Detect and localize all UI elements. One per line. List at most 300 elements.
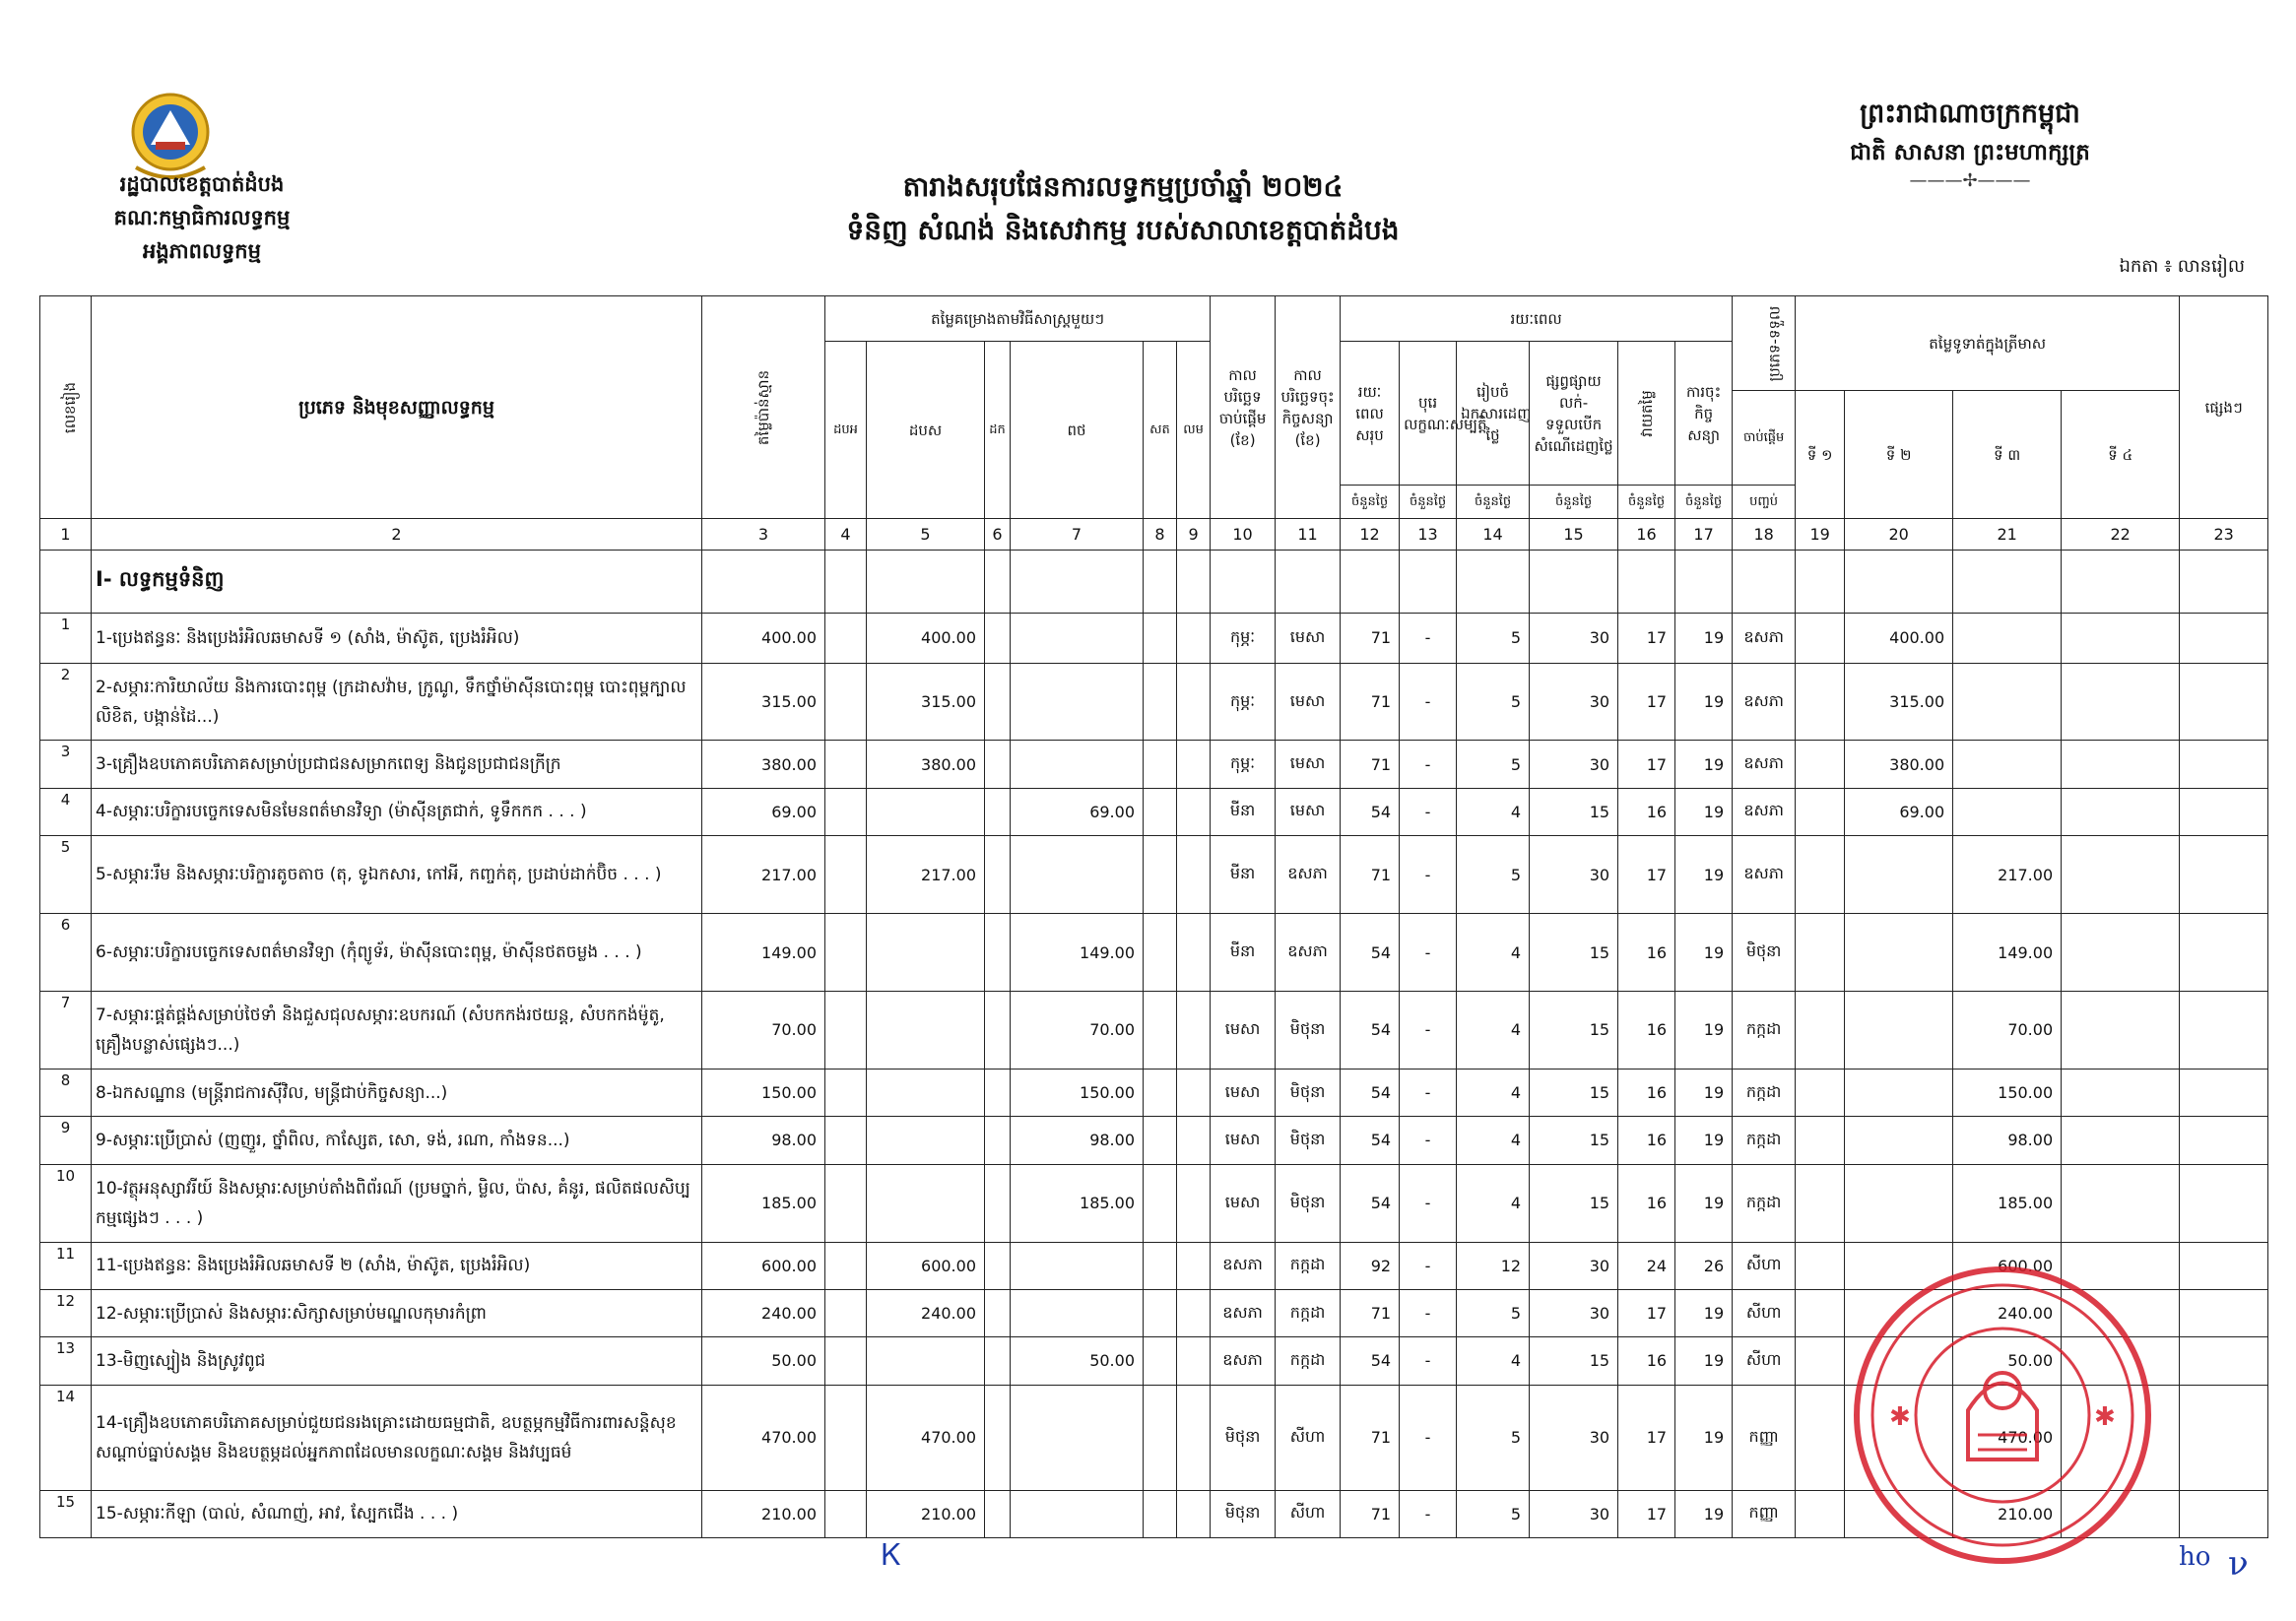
col-number: 16 bbox=[1618, 519, 1675, 551]
header-c5: ដបស bbox=[867, 342, 985, 519]
start-month: មិថុនា bbox=[1211, 1385, 1276, 1490]
advert-days: 15 bbox=[1530, 1164, 1618, 1242]
cell-c6 bbox=[985, 1490, 1011, 1538]
col-number: 5 bbox=[867, 519, 985, 551]
quarter-2: 400.00 bbox=[1845, 613, 1953, 663]
start-month: ឧសភា bbox=[1211, 1289, 1276, 1336]
receive-month: កក្កដា bbox=[1733, 1069, 1796, 1116]
prep-days: 4 bbox=[1457, 991, 1530, 1069]
cell-c4 bbox=[825, 1337, 867, 1385]
cell-c6 bbox=[985, 663, 1011, 741]
other-notes bbox=[2180, 788, 2268, 835]
table-row bbox=[40, 788, 2268, 835]
quarter-1 bbox=[1796, 1069, 1845, 1116]
quarter-2 bbox=[1845, 1164, 1953, 1242]
cell-c8 bbox=[1144, 914, 1177, 992]
start-month: មេសា bbox=[1211, 991, 1276, 1069]
other-notes bbox=[2180, 914, 2268, 992]
header-q4: ទី ៤ bbox=[2062, 391, 2180, 519]
quarter-2 bbox=[1845, 914, 1953, 992]
other-notes bbox=[2180, 1490, 2268, 1538]
quarter-3: 600.00 bbox=[1953, 1242, 2062, 1289]
eval-days: 16 bbox=[1618, 1117, 1675, 1164]
prep-days: 5 bbox=[1457, 741, 1530, 788]
advert-days: 30 bbox=[1530, 613, 1618, 663]
quarter-3: 470.00 bbox=[1953, 1385, 2062, 1490]
col-number: 23 bbox=[2180, 519, 2268, 551]
total-days: 54 bbox=[1341, 1117, 1400, 1164]
start-month: កុម្ភៈ bbox=[1211, 663, 1276, 741]
cell-c8 bbox=[1144, 741, 1177, 788]
eval-days: 16 bbox=[1618, 1069, 1675, 1116]
header-q1: ទី ១ bbox=[1796, 391, 1845, 519]
advert-days: 15 bbox=[1530, 991, 1618, 1069]
amount-c7: 50.00 bbox=[1011, 1337, 1144, 1385]
svg-text:✱: ✱ bbox=[2094, 1402, 2116, 1432]
header-q3: ទី ៣ bbox=[1953, 391, 2062, 519]
kingdom-title: ព្រះរាជាណាចក្រកម្ពុជា bbox=[1860, 98, 2080, 129]
total-days: 54 bbox=[1341, 914, 1400, 992]
cell-c9 bbox=[1177, 1164, 1211, 1242]
total-days: 71 bbox=[1341, 836, 1400, 914]
prequal-days: - bbox=[1400, 1337, 1457, 1385]
cell-c6 bbox=[985, 1117, 1011, 1164]
prequal-days: - bbox=[1400, 991, 1457, 1069]
start-month: មេសា bbox=[1211, 1069, 1276, 1116]
unit-name: អង្គភាពលទ្ធកម្ម bbox=[143, 239, 261, 263]
cell-c8 bbox=[1144, 1490, 1177, 1538]
sign-month: សីហា bbox=[1276, 1490, 1341, 1538]
eval-days: 17 bbox=[1618, 1289, 1675, 1336]
eval-days: 17 bbox=[1618, 1385, 1675, 1490]
other-notes bbox=[2180, 836, 2268, 914]
quarter-1 bbox=[1796, 741, 1845, 788]
contract-days: 26 bbox=[1675, 1242, 1733, 1289]
start-month: មេសា bbox=[1211, 1117, 1276, 1164]
amount-c7 bbox=[1011, 1490, 1144, 1538]
quarter-1 bbox=[1796, 1242, 1845, 1289]
eval-days: 17 bbox=[1618, 613, 1675, 663]
ornament-divider: ———✢——— bbox=[1909, 170, 2031, 191]
estimated-amount: 380.00 bbox=[702, 741, 825, 788]
contract-days: 19 bbox=[1675, 1069, 1733, 1116]
left-header bbox=[59, 167, 345, 268]
estimated-amount: 470.00 bbox=[702, 1385, 825, 1490]
cell-c4 bbox=[825, 1069, 867, 1116]
total-days: 71 bbox=[1341, 663, 1400, 741]
quarter-3: 50.00 bbox=[1953, 1337, 2062, 1385]
cell-c9 bbox=[1177, 1242, 1211, 1289]
start-month: ឧសភា bbox=[1211, 1242, 1276, 1289]
col-number: 19 bbox=[1796, 519, 1845, 551]
total-days: 71 bbox=[1341, 741, 1400, 788]
col-number: 6 bbox=[985, 519, 1011, 551]
start-month: ឧសភា bbox=[1211, 1337, 1276, 1385]
amount-c5: 380.00 bbox=[867, 741, 985, 788]
contract-days: 19 bbox=[1675, 1117, 1733, 1164]
cell-c9 bbox=[1177, 836, 1211, 914]
item-description: 1-ប្រេងឥន្ធនៈ និងប្រេងរំអិលឆមាសទី ១ (សាំង, ម៉ាស៊ូត, ប្រេងរំអិល) bbox=[92, 613, 702, 663]
prep-days: 5 bbox=[1457, 663, 1530, 741]
days-label: ចំនួនថ្ងៃ bbox=[1530, 486, 1618, 519]
sign-month: មិថុនា bbox=[1276, 991, 1341, 1069]
item-description: 6-សម្ភារៈបរិក្ខារបច្ចេកទេសពត៌មានវិទ្យា (កុំព្យូទ័រ, ម៉ាស៊ីនបោះពុម្ព, ម៉ាស៊ីនថតចម្លង . . . ) bbox=[92, 914, 702, 992]
receive-month: សីហា bbox=[1733, 1242, 1796, 1289]
quarter-4 bbox=[2062, 991, 2180, 1069]
receive-month: កក្កដា bbox=[1733, 1117, 1796, 1164]
quarter-1 bbox=[1796, 1490, 1845, 1538]
quarter-1 bbox=[1796, 1289, 1845, 1336]
other-notes bbox=[2180, 991, 2268, 1069]
estimated-amount: 70.00 bbox=[702, 991, 825, 1069]
item-description: 3-គ្រឿងឧបភោគបរិភោគសម្រាប់ប្រជាជនសម្រាកពេទ្យ និងជូនប្រជាជនក្រីក្រ bbox=[92, 741, 702, 788]
cell-c6 bbox=[985, 1385, 1011, 1490]
cell-c4 bbox=[825, 1164, 867, 1242]
cell-c4 bbox=[825, 741, 867, 788]
col-number: 14 bbox=[1457, 519, 1530, 551]
estimated-amount: 210.00 bbox=[702, 1490, 825, 1538]
amount-c5 bbox=[867, 1164, 985, 1242]
receive-month: មិថុនា bbox=[1733, 914, 1796, 992]
sign-month: មិថុនា bbox=[1276, 1164, 1341, 1242]
prequal-days: - bbox=[1400, 1242, 1457, 1289]
quarter-1 bbox=[1796, 836, 1845, 914]
cell-c8 bbox=[1144, 1164, 1177, 1242]
row-number: 1 bbox=[40, 613, 92, 663]
other-notes bbox=[2180, 1289, 2268, 1336]
quarter-1 bbox=[1796, 991, 1845, 1069]
amount-c7 bbox=[1011, 836, 1144, 914]
cell-c9 bbox=[1177, 991, 1211, 1069]
receive-month: កញ្ញា bbox=[1733, 1490, 1796, 1538]
handwritten-mark: ν bbox=[2228, 1544, 2249, 1584]
advert-days: 15 bbox=[1530, 1069, 1618, 1116]
other-notes bbox=[2180, 613, 2268, 663]
amount-c5: 400.00 bbox=[867, 613, 985, 663]
cell-c4 bbox=[825, 1117, 867, 1164]
item-description: 10-វត្ថុអនុស្សាវរីយ៍ និងសម្ភារៈសម្រាប់តាំងពិព័រណ៍ (ប្រមច្នាក់, ម្លិល, ប៉ាស, គំនូរ, ផលិតផលសិប្បកម្មផ្សេងៗ . . . ) bbox=[92, 1164, 702, 1242]
contract-days: 19 bbox=[1675, 663, 1733, 741]
item-description: 12-សម្ភារៈប្រើប្រាស់ និងសម្ភារៈសិក្សាសម្រាប់មណ្ឌលកុមារកំព្រា bbox=[92, 1289, 702, 1336]
item-description: 8-ឯកសណ្ឋាន (មន្ត្រីរាជការស៊ីវិល, មន្ត្រីជាប់កិច្ចសន្យា...) bbox=[92, 1069, 702, 1116]
cell-c6 bbox=[985, 741, 1011, 788]
cell-c8 bbox=[1144, 613, 1177, 663]
cell-c9 bbox=[1177, 741, 1211, 788]
days-label: ចំនួនថ្ងៃ bbox=[1400, 486, 1457, 519]
estimated-amount: 400.00 bbox=[702, 613, 825, 663]
amount-c7 bbox=[1011, 1289, 1144, 1336]
other-notes bbox=[2180, 1164, 2268, 1242]
table-row bbox=[40, 914, 2268, 992]
prep-days: 5 bbox=[1457, 1385, 1530, 1490]
official-red-stamp bbox=[1850, 1263, 2155, 1568]
committee-name: គណៈកម្មាធិការលទ្ធកម្ម bbox=[113, 206, 291, 229]
amount-c7: 185.00 bbox=[1011, 1164, 1144, 1242]
estimated-amount: 149.00 bbox=[702, 914, 825, 992]
prequal-days: - bbox=[1400, 836, 1457, 914]
header-sign-month: កាលបរិច្ឆេទចុះកិច្ចសន្យា (ខែ) bbox=[1276, 296, 1341, 519]
total-days: 92 bbox=[1341, 1242, 1400, 1289]
header-c7: ពថ bbox=[1011, 342, 1144, 519]
cell-c6 bbox=[985, 836, 1011, 914]
contract-days: 19 bbox=[1675, 991, 1733, 1069]
cell-c8 bbox=[1144, 1069, 1177, 1116]
header-quarter-group: តម្លៃទូទាត់ក្នុងត្រីមាស bbox=[1796, 296, 2180, 391]
cell-c6 bbox=[985, 1242, 1011, 1289]
cell-c8 bbox=[1144, 1117, 1177, 1164]
table-row bbox=[40, 663, 2268, 741]
cell-c6 bbox=[985, 914, 1011, 992]
header-other: ផ្សេងៗ bbox=[2180, 296, 2268, 519]
prequal-days: - bbox=[1400, 1289, 1457, 1336]
column-number-row bbox=[40, 519, 2268, 551]
other-notes bbox=[2180, 1385, 2268, 1490]
other-notes bbox=[2180, 663, 2268, 741]
quarter-4 bbox=[2062, 788, 2180, 835]
quarter-3 bbox=[1953, 741, 2062, 788]
item-description: 4-សម្ភារៈបរិក្ខារបច្ចេកទេសមិនមែនពត៌មានវិទ្យា (ម៉ាស៊ីនត្រជាក់, ទូទឹកកក . . . ) bbox=[92, 788, 702, 835]
contract-days: 19 bbox=[1675, 788, 1733, 835]
cell-c9 bbox=[1177, 788, 1211, 835]
sign-month: មិថុនា bbox=[1276, 1117, 1341, 1164]
amount-c7: 70.00 bbox=[1011, 991, 1144, 1069]
estimated-amount: 217.00 bbox=[702, 836, 825, 914]
receive-month: ឧសភា bbox=[1733, 836, 1796, 914]
col-number: 4 bbox=[825, 519, 867, 551]
row-number: 12 bbox=[40, 1289, 92, 1336]
quarter-4 bbox=[2062, 613, 2180, 663]
item-description: 15-សម្ភារៈកីឡា (បាល់, សំណាញ់, អាវ, ស្បែកជើង . . . ) bbox=[92, 1490, 702, 1538]
prep-days: 4 bbox=[1457, 1337, 1530, 1385]
national-motto: ជាតិ សាសនា ព្រះមហាក្សត្រ bbox=[1850, 140, 2090, 165]
days-label: ចំនួនថ្ងៃ bbox=[1341, 486, 1400, 519]
cell-c4 bbox=[825, 663, 867, 741]
other-notes bbox=[2180, 1069, 2268, 1116]
header-time-group: រយៈពេល bbox=[1341, 296, 1733, 342]
advert-days: 30 bbox=[1530, 1490, 1618, 1538]
quarter-3: 210.00 bbox=[1953, 1490, 2062, 1538]
header-receive-end: បញ្ចប់ bbox=[1733, 486, 1796, 519]
table-row bbox=[40, 1117, 2268, 1164]
sign-month: មេសា bbox=[1276, 613, 1341, 663]
cell-c9 bbox=[1177, 1069, 1211, 1116]
prep-days: 4 bbox=[1457, 1117, 1530, 1164]
estimated-amount: 150.00 bbox=[702, 1069, 825, 1116]
quarter-2: 315.00 bbox=[1845, 663, 1953, 741]
cell-c4 bbox=[825, 613, 867, 663]
start-month: កុម្ភៈ bbox=[1211, 741, 1276, 788]
quarter-2: 380.00 bbox=[1845, 741, 1953, 788]
receive-month: ឧសភា bbox=[1733, 788, 1796, 835]
prequal-days: - bbox=[1400, 914, 1457, 992]
row-number: 3 bbox=[40, 741, 92, 788]
quarter-1 bbox=[1796, 1117, 1845, 1164]
start-month: មិថុនា bbox=[1211, 1490, 1276, 1538]
eval-days: 16 bbox=[1618, 1337, 1675, 1385]
quarter-3: 240.00 bbox=[1953, 1289, 2062, 1336]
quarter-3: 70.00 bbox=[1953, 991, 2062, 1069]
prequal-days: - bbox=[1400, 1117, 1457, 1164]
other-notes bbox=[2180, 741, 2268, 788]
amount-c7 bbox=[1011, 741, 1144, 788]
row-number: 5 bbox=[40, 836, 92, 914]
col-number: 21 bbox=[1953, 519, 2062, 551]
cell-c8 bbox=[1144, 1385, 1177, 1490]
table-row bbox=[40, 836, 2268, 914]
total-days: 71 bbox=[1341, 613, 1400, 663]
administration-name: រដ្ឋបាលខេត្តបាត់ដំបង bbox=[119, 172, 285, 196]
item-description: 14-គ្រឿងឧបភោគបរិភោគសម្រាប់ជួយជនរងគ្រោះដោយធម្មជាតិ, ឧបត្ថម្ភកម្មវិធីការពារសន្តិសុខ សណ្តាប់ធ្នាប់សង្គម និងឧបត្ថម្ភដល់អ្នកភាពដែលមានលក្ខណៈសង្គម និងវប្បធម៌ bbox=[92, 1385, 702, 1490]
item-description: 2-សម្ភារៈការិយាល័យ និងការបោះពុម្ព (ក្រដាសវ៉ាម, ក្រូណូ, ទឹកថ្នាំម៉ាស៊ីនបោះពុម្ព បោះពុម្ពក្បាលលិខិត, បង្កាន់ដៃ...) bbox=[92, 663, 702, 741]
quarter-1 bbox=[1796, 1164, 1845, 1242]
estimated-amount: 600.00 bbox=[702, 1242, 825, 1289]
other-notes bbox=[2180, 1117, 2268, 1164]
cell-c8 bbox=[1144, 663, 1177, 741]
days-label: ចំនួនថ្ងៃ bbox=[1675, 486, 1733, 519]
days-label: ចំនួនថ្ងៃ bbox=[1457, 486, 1530, 519]
amount-c7 bbox=[1011, 1242, 1144, 1289]
header-receive-start: ចាប់ផ្ដើម bbox=[1733, 391, 1796, 486]
cell-c6 bbox=[985, 1164, 1011, 1242]
amount-c5: 315.00 bbox=[867, 663, 985, 741]
handwritten-initial: ho bbox=[2179, 1542, 2211, 1572]
prep-days: 4 bbox=[1457, 788, 1530, 835]
cell-c6 bbox=[985, 1069, 1011, 1116]
sign-month: មិថុនា bbox=[1276, 1069, 1341, 1116]
contract-days: 19 bbox=[1675, 1385, 1733, 1490]
col-number: 22 bbox=[2062, 519, 2180, 551]
cell-c8 bbox=[1144, 1337, 1177, 1385]
quarter-4 bbox=[2062, 1164, 2180, 1242]
eval-days: 17 bbox=[1618, 1490, 1675, 1538]
sign-month: ឧសភា bbox=[1276, 914, 1341, 992]
quarter-2 bbox=[1845, 991, 1953, 1069]
item-description: 9-សម្ភារៈប្រើប្រាស់ (ញញួរ, ថ្នាំពិល, កាស្សែត, សោ, ទង់, រណា, កាំងទន...) bbox=[92, 1117, 702, 1164]
total-days: 71 bbox=[1341, 1490, 1400, 1538]
prequal-days: - bbox=[1400, 741, 1457, 788]
sign-month: មេសា bbox=[1276, 663, 1341, 741]
amount-c5: 600.00 bbox=[867, 1242, 985, 1289]
header-prepare-docs: រៀបចំឯកសារដេញថ្លៃ bbox=[1457, 342, 1530, 486]
row-number: 13 bbox=[40, 1337, 92, 1385]
prep-days: 5 bbox=[1457, 613, 1530, 663]
amount-c7: 98.00 bbox=[1011, 1117, 1144, 1164]
receive-month: ឧសភា bbox=[1733, 741, 1796, 788]
amount-c5 bbox=[867, 991, 985, 1069]
cell-c4 bbox=[825, 991, 867, 1069]
header-receive: ប្រភេទ-ទទួល bbox=[1733, 296, 1796, 391]
header-no: លេខរៀង bbox=[40, 296, 92, 519]
receive-month: សីហា bbox=[1733, 1289, 1796, 1336]
header-budget-group: តម្លៃគម្រោងតាមវិធីសាស្ត្រមួយៗ bbox=[825, 296, 1211, 342]
cell-c9 bbox=[1177, 663, 1211, 741]
header-q2: ទី ២ bbox=[1845, 391, 1953, 519]
advert-days: 30 bbox=[1530, 1242, 1618, 1289]
contract-days: 19 bbox=[1675, 1490, 1733, 1538]
advert-days: 15 bbox=[1530, 1337, 1618, 1385]
days-label: ចំនួនថ្ងៃ bbox=[1618, 486, 1675, 519]
title-line-2: ទំនិញ សំណង់ និងសេវាកម្ម របស់សាលាខេត្តបាត់ដំបង bbox=[846, 214, 1400, 246]
start-month: មីនា bbox=[1211, 788, 1276, 835]
quarter-3: 217.00 bbox=[1953, 836, 2062, 914]
estimated-amount: 98.00 bbox=[702, 1117, 825, 1164]
estimated-amount: 185.00 bbox=[702, 1164, 825, 1242]
cell-c4 bbox=[825, 1490, 867, 1538]
cell-c6 bbox=[985, 991, 1011, 1069]
col-number: 10 bbox=[1211, 519, 1276, 551]
header-c6: ដក bbox=[985, 342, 1011, 519]
estimated-amount: 315.00 bbox=[702, 663, 825, 741]
prep-days: 4 bbox=[1457, 1069, 1530, 1116]
sign-month: ឧសភា bbox=[1276, 836, 1341, 914]
row-number: 9 bbox=[40, 1117, 92, 1164]
sign-month: កក្កដា bbox=[1276, 1242, 1341, 1289]
advert-days: 15 bbox=[1530, 914, 1618, 992]
quarter-3: 149.00 bbox=[1953, 914, 2062, 992]
quarter-1 bbox=[1796, 663, 1845, 741]
quarter-1 bbox=[1796, 1337, 1845, 1385]
cell-c4 bbox=[825, 1385, 867, 1490]
cell-c9 bbox=[1177, 1337, 1211, 1385]
item-description: 11-ប្រេងឥន្ធនៈ និងប្រេងរំអិលឆមាសទី ២ (សាំង, ម៉ាស៊ូត, ប្រេងរំអិល) bbox=[92, 1242, 702, 1289]
quarter-4 bbox=[2062, 1069, 2180, 1116]
col-number: 12 bbox=[1341, 519, 1400, 551]
advert-days: 30 bbox=[1530, 836, 1618, 914]
contract-days: 19 bbox=[1675, 1289, 1733, 1336]
contract-days: 19 bbox=[1675, 914, 1733, 992]
sign-month: សីហា bbox=[1276, 1385, 1341, 1490]
document-title bbox=[630, 165, 1615, 252]
total-days: 54 bbox=[1341, 1069, 1400, 1116]
contract-days: 19 bbox=[1675, 1164, 1733, 1242]
row-number: 10 bbox=[40, 1164, 92, 1242]
advert-days: 30 bbox=[1530, 1289, 1618, 1336]
amount-c7: 150.00 bbox=[1011, 1069, 1144, 1116]
cell-c9 bbox=[1177, 914, 1211, 992]
receive-month: កក្កដា bbox=[1733, 1164, 1796, 1242]
col-number: 1 bbox=[40, 519, 92, 551]
amount-c7 bbox=[1011, 613, 1144, 663]
prequal-days: - bbox=[1400, 663, 1457, 741]
eval-days: 16 bbox=[1618, 914, 1675, 992]
amount-c7 bbox=[1011, 1385, 1144, 1490]
eval-days: 16 bbox=[1618, 788, 1675, 835]
amount-c5 bbox=[867, 914, 985, 992]
col-number: 18 bbox=[1733, 519, 1796, 551]
cell-c4 bbox=[825, 1289, 867, 1336]
start-month: កុម្ភៈ bbox=[1211, 613, 1276, 663]
header-prequalification: បុរេលក្ខណៈសម្បត្តិ bbox=[1400, 342, 1457, 486]
eval-days: 16 bbox=[1618, 991, 1675, 1069]
quarter-1 bbox=[1796, 914, 1845, 992]
header-evaluation: វាយតម្លៃ bbox=[1618, 342, 1675, 486]
col-number: 13 bbox=[1400, 519, 1457, 551]
cell-c4 bbox=[825, 836, 867, 914]
table-row bbox=[40, 613, 2268, 663]
other-notes bbox=[2180, 1242, 2268, 1289]
estimated-amount: 240.00 bbox=[702, 1289, 825, 1336]
row-number: 8 bbox=[40, 1069, 92, 1116]
col-number: 15 bbox=[1530, 519, 1618, 551]
receive-month: សីហា bbox=[1733, 1337, 1796, 1385]
prep-days: 5 bbox=[1457, 836, 1530, 914]
right-header bbox=[1783, 94, 2157, 192]
title-line-1: តារាងសរុបផែនការលទ្ធកម្មប្រចាំឆ្នាំ ២០២៤ bbox=[902, 170, 1344, 203]
estimated-amount: 69.00 bbox=[702, 788, 825, 835]
cell-c9 bbox=[1177, 1490, 1211, 1538]
cell-c6 bbox=[985, 613, 1011, 663]
start-month: មេសា bbox=[1211, 1164, 1276, 1242]
